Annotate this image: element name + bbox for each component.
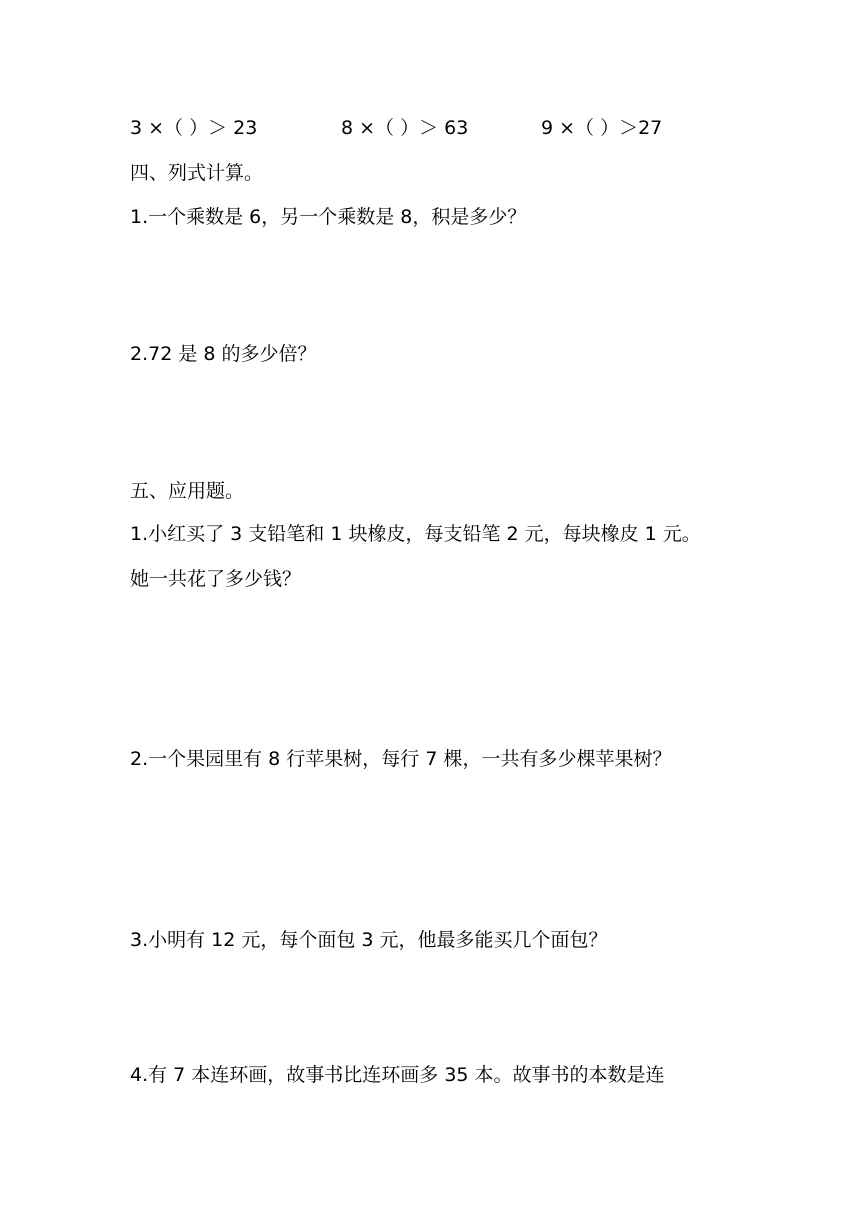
section-4-question-2: 2.72 是 8 的多少倍？ bbox=[130, 343, 317, 365]
section-5-heading: 五、应用题。 bbox=[130, 480, 245, 502]
section-4-heading: 四、列式计算。 bbox=[130, 162, 264, 184]
section-5-question-2: 2.一个果园里有 8 行苹果树，每行 7 棵，一共有多少棵苹果树？ bbox=[130, 748, 672, 770]
section-5-question-1-line-1: 1.小红买了 3 支铅笔和 1 块橡皮，每支铅笔 2 元，每块橡皮 1 元。 bbox=[130, 523, 701, 545]
inequality-1: 3 ×（ ）＞ 23 bbox=[130, 117, 258, 139]
inequality-3: 9 ×（ ）＞27 bbox=[541, 117, 663, 139]
section-5-question-4: 4.有 7 本连环画，故事书比连环画多 35 本。故事书的本数是连 bbox=[130, 1064, 665, 1086]
inequality-2: 8 ×（ ）＞ 63 bbox=[341, 117, 469, 139]
section-5-question-3: 3.小明有 12 元，每个面包 3 元，他最多能买几个面包？ bbox=[130, 929, 608, 951]
section-5-question-1-line-2: 她一共花了多少钱？ bbox=[130, 568, 302, 590]
section-4-question-1: 1.一个乘数是 6，另一个乘数是 8，积是多少？ bbox=[130, 206, 527, 228]
